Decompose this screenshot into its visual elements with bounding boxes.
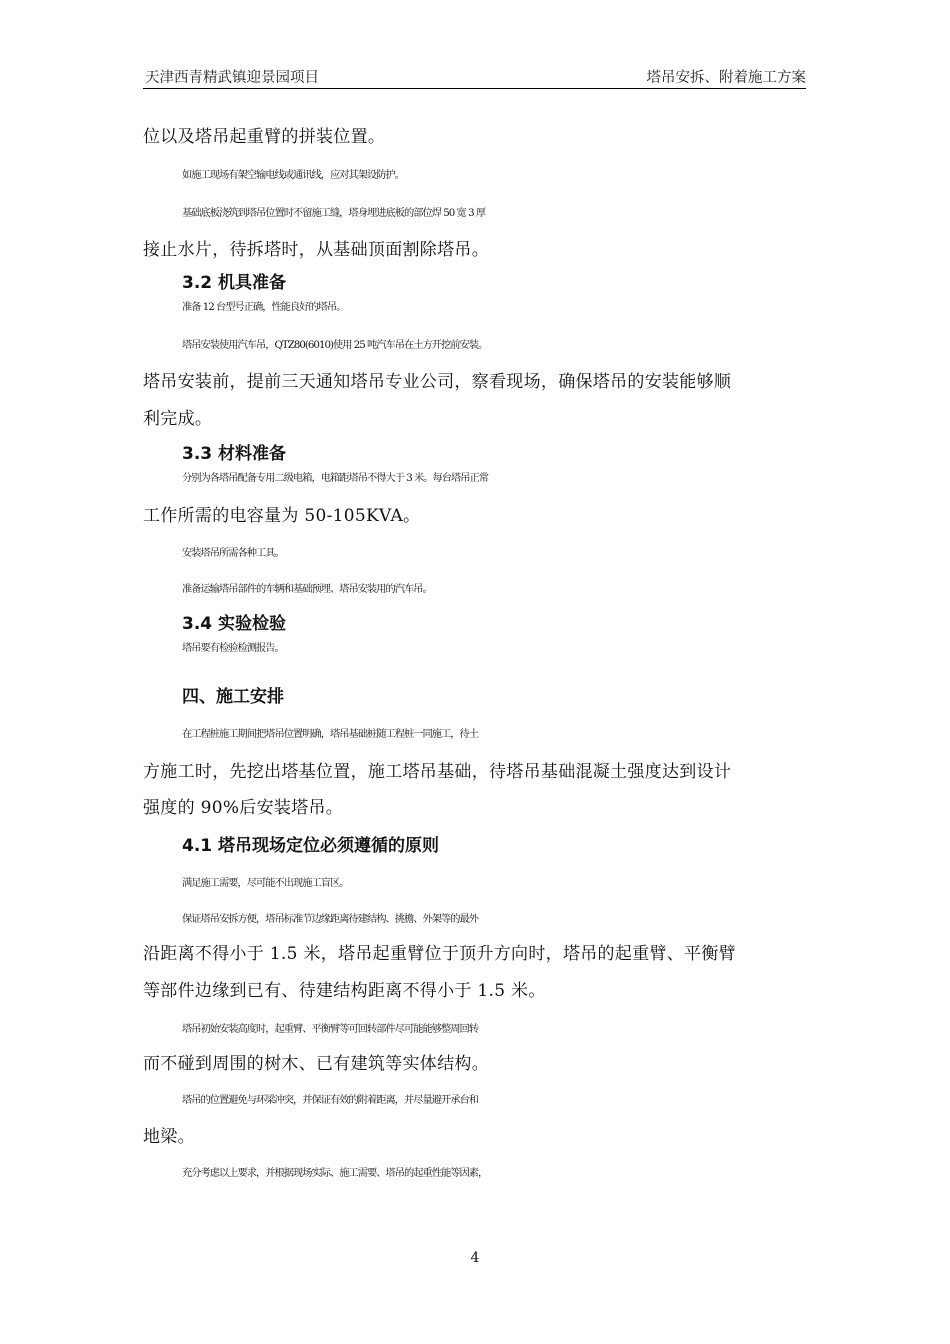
- paragraph-line: 充分考虑以上要求，并根据现场实际、施工需要、塔吊的起重性能等因素，: [182, 1167, 488, 1179]
- paragraph-line: 塔吊安装使用汽车吊，QTZ80(6010)使用 25 吨汽车吊在土方开挖前安装。: [182, 339, 488, 351]
- paragraph-line: 沿距离不得小于 1.5 米，塔吊起重臂位于顶升方向时，塔吊的起重臂、平衡臂: [143, 944, 736, 964]
- paragraph-line: 塔吊安装前，提前三天通知塔吊专业公司，察看现场，确保塔吊的安装能够顺: [143, 372, 732, 392]
- section-heading-3-2: 3.2 机具准备: [182, 273, 287, 293]
- paragraph-line: 安装塔吊所需各种工具。: [182, 547, 284, 559]
- page-header: [143, 66, 806, 89]
- paragraph-line: 分别为各塔吊配备专用二级电箱，电箱距塔吊不得大于 3 米。每台塔吊正常: [182, 472, 489, 484]
- paragraph-line: 准备 12 台型号正确，性能良好的塔吊。: [182, 301, 346, 313]
- paragraph-line: 利完成。: [143, 409, 213, 429]
- paragraph-line: 保证塔吊安拆方便，塔吊标准节边缘距离待建结构、挑檐、外架等的最外: [182, 913, 479, 925]
- paragraph-line: 工作所需的电容量为 50-105KVA。: [143, 506, 421, 526]
- paragraph-line: 强度的 90%后安装塔吊。: [143, 798, 344, 818]
- paragraph-line: 准备运输塔吊部件的车辆和基础预埋、塔吊安装用的汽车吊。: [182, 583, 432, 595]
- paragraph-line: 接止水片，待拆塔时，从基础顶面割除塔吊。: [143, 240, 489, 260]
- page-number: 4: [470, 1250, 480, 1266]
- paragraph-line: 满足施工需要，尽可能不出现施工盲区。: [182, 877, 349, 889]
- paragraph-line: 地梁。: [143, 1127, 195, 1147]
- paragraph-line: 等部件边缘到已有、待建结构距离不得小于 1.5 米。: [143, 981, 546, 1001]
- paragraph-line: 在工程桩施工期间把塔吊位置明确，塔吊基础桩随工程桩一同施工，待土: [182, 728, 479, 740]
- paragraph-line: 塔吊要有检验检测报告。: [182, 642, 284, 654]
- header-document-title: 塔吊安拆、附着施工方案: [646, 70, 806, 86]
- chapter-heading-4: 四、施工安排: [182, 687, 284, 707]
- section-heading-3-3: 3.3 材料准备: [182, 444, 287, 464]
- paragraph-line: 塔吊初始安装高度时，起重臂、平衡臂等可回转部件尽可能能够整周回转: [182, 1023, 479, 1035]
- paragraph-line: 而不碰到周围的树木、已有建筑等实体结构。: [143, 1054, 489, 1074]
- paragraph-line: 方施工时，先挖出塔基位置，施工塔吊基础，待塔吊基础混凝土强度达到设计: [143, 762, 732, 782]
- paragraph-line: 基础底板浇筑到塔吊位置时不留施工缝，塔身埋进底板的部位焊 50 宽 3 厚: [182, 207, 486, 219]
- paragraph-line: 位以及塔吊起重臂的拼装位置。: [143, 127, 386, 147]
- header-project-name: 天津西青精武镇迎景园项目: [145, 70, 319, 86]
- section-heading-3-4: 3.4 实验检验: [182, 614, 287, 634]
- paragraph-line: 如施工现场有架空输电线或通讯线，应对其架设防护。: [182, 169, 405, 181]
- section-heading-4-1: 4.1 塔吊现场定位必须遵循的原则: [182, 836, 440, 856]
- paragraph-line: 塔吊的位置避免与环梁冲突，并保证有效的附着距离，并尽量避开承台和: [182, 1094, 479, 1106]
